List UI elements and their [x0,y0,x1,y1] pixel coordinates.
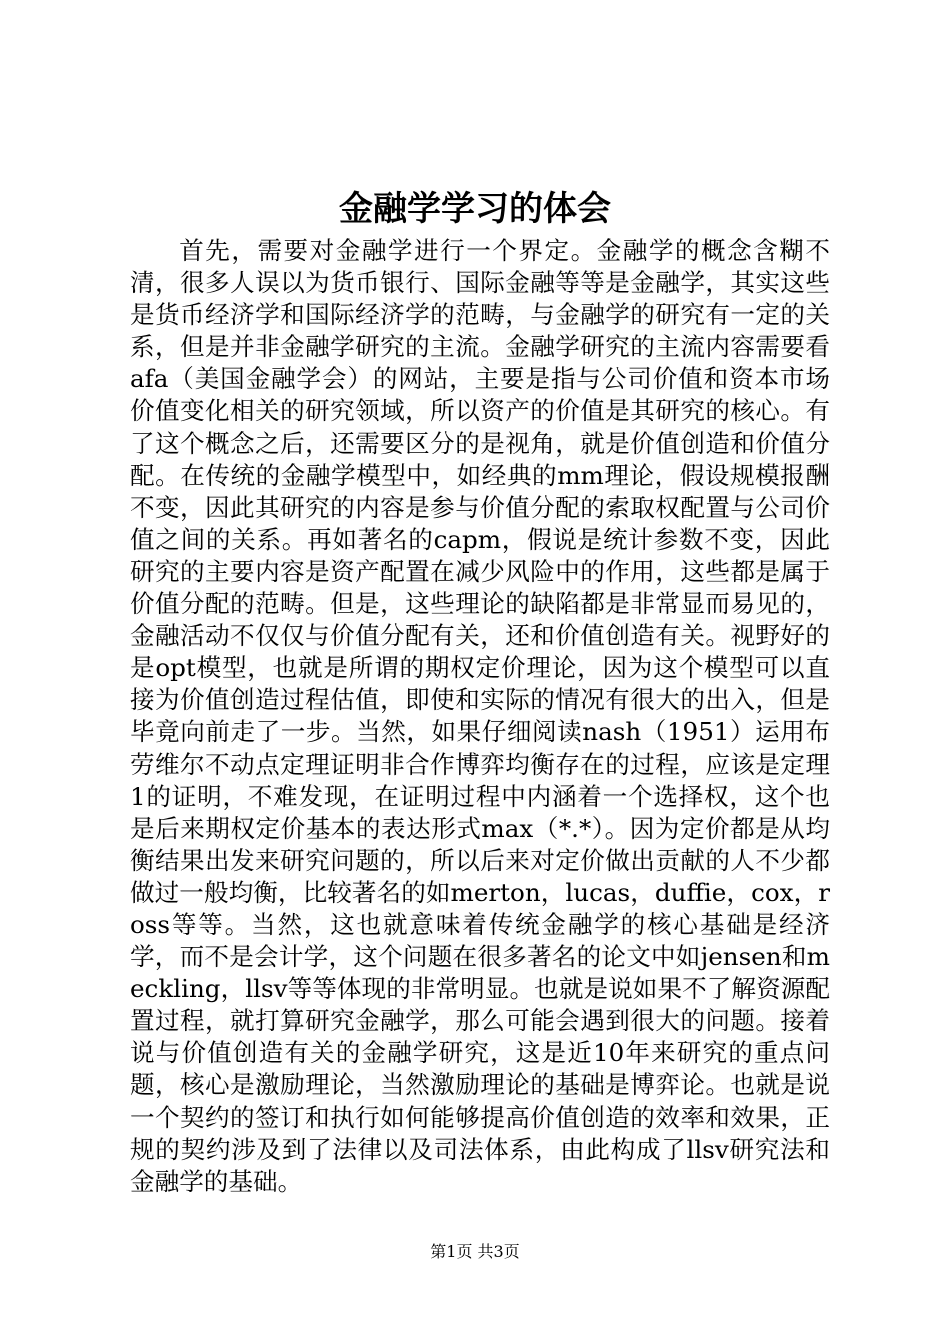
document-title: 金融学学习的体会 [339,189,611,229]
page-number-footer: 第1页 共3页 [430,1242,520,1261]
body-paragraph: 首先，需要对金融学进行一个界定。金融学的概念含糊不清，很多人误以为货币银行、国际金融等等是金融学，其实这些是货币经济学和国际经济学的范畴，与金融学的研究有一定的关系，但是并非金融学研究的主流。金融学研究的主流内容需要看afa（美国金融学会）的网站，主要是指与公司价值和资本市场价值变化相关的研究领域，所以资产的价值是其研究的核心。有了这个概念之后，还需要区分的是视角，就是价值创造和价值分配。在传统的金融学模型中，如经典的mm理论，假设规模报酬不变，因此其研究的内容是参与价值分配的索取权配置与公司价值之间的关系。再如著名的capm，假说是统计参数不变，因此研究的主要内容是资产配置在减少风险中的作用，这些都是属于价值分配的范畴。但是，这些理论的缺陷都是非常显而易见的，金融活动不仅仅与价值分配有关，还和价值创造有关。视野好的是opt模型，也就是所谓的期权定价理论，因为这个模型可以直接为价值创造过程估值，即使和实际的情况有很大的出入，但是毕竟向前走了一步。当然，如果仔细阅读nash（1951）运用布劳维尔不动点定理证明非合作博弈均衡存在的过程，应该是定理1的证明，不难发现，在证明过程中内涵着一个选择权，这个也是后来期权定价基本的表达形式max（*.*）。因为定价都是从均衡结果出发来研究问题的，所以后来对定价做出贡献的人不少都做过一般均衡，比较著名的如merton，lucas，duffie，cox，ross等等。当然，这也就意味着传统金融学的核心基础是经济学，而不是会计学，这个问题在很多著名的论文中如jensen和meckling，llsv等等体现的非常明显。也就是说如果不了解资源配置过程，就打算研究金融学，那么可能会遇到很大的问题。接着说与价值创造有关的金融学研究，这是近10年来研究的重点问题，核心是激励理论，当然激励理论的基础是博弈论。也就是说一个契约的签订和执行如何能够提高价值创造的效率和效果，正规的契约涉及到了法律以及司法体系，由此构成了llsv研究法和金融学的基础。 [130,236,830,1196]
